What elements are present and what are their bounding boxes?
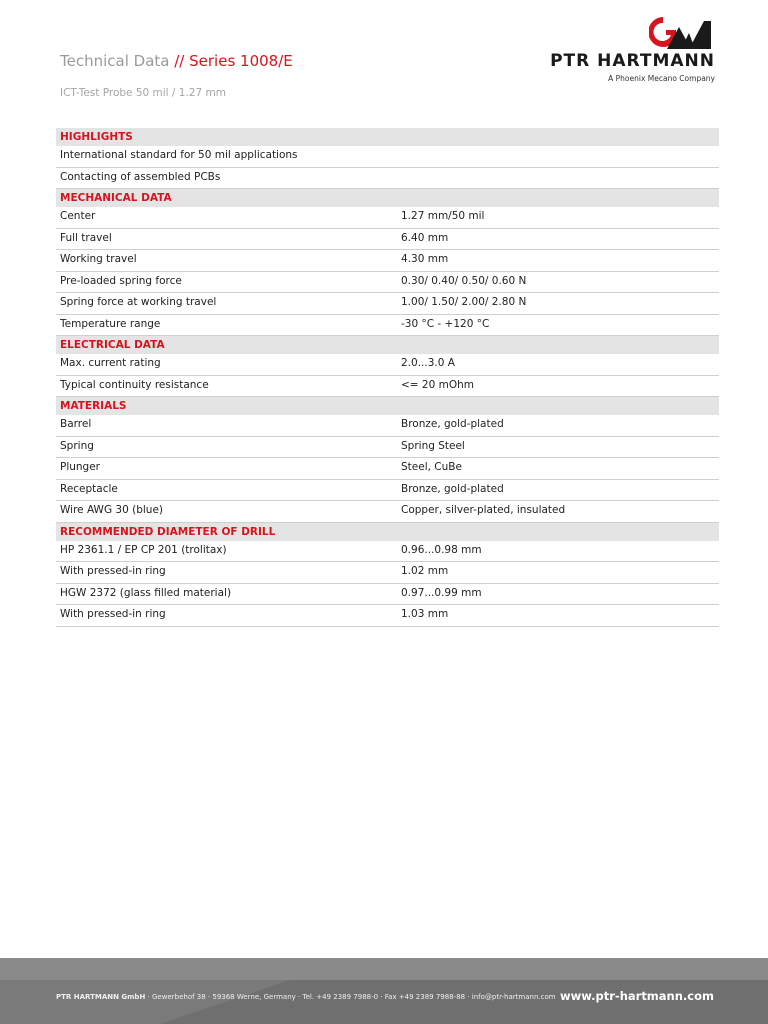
row-label: Receptacle (60, 482, 118, 495)
spec-table (56, 128, 719, 627)
table-row (56, 293, 719, 315)
table-row (56, 250, 719, 272)
row-value: -30 °C - +120 °C (401, 317, 490, 330)
row-label: Contacting of assembled PCBs (60, 170, 221, 183)
row-value: Spring Steel (401, 439, 465, 452)
footer-address-line: · Gewerbehof 38 · 59368 Werne, Germany · Tel. +49 2389 7988-0 · Fax +49 2389 7988-88 · info@ptr-hartmann.com (145, 993, 556, 1001)
footer-company: PTR HARTMANN GmbH (56, 993, 146, 1001)
row-label: Plunger (60, 461, 101, 473)
footer (0, 958, 768, 1024)
row-value: 1.02 mm (401, 565, 449, 577)
table-row (56, 229, 719, 251)
section-header (56, 523, 719, 541)
row-label: International standard for 50 mil applications (60, 149, 298, 161)
section-title: RECOMMENDED DIAMETER OF DRILL (60, 525, 276, 538)
table-row (56, 458, 719, 480)
row-value: 4.30 mm (401, 253, 449, 265)
table-row (56, 480, 719, 502)
logo-mark-icon (649, 17, 715, 49)
company-logo (535, 17, 717, 87)
section-title: MATERIALS (60, 400, 127, 412)
footer-website-link[interactable]: www.ptr-hartmann.com (560, 989, 714, 1003)
row-value: Bronze, gold-plated (401, 418, 504, 430)
table-row (56, 207, 719, 229)
section-header (56, 336, 719, 354)
footer-address (56, 993, 556, 1001)
logo-brand-name: PTR HARTMANN (550, 51, 715, 71)
row-label: Working travel (60, 253, 137, 265)
table-row (56, 584, 719, 606)
row-value: 0.30/ 0.40/ 0.50/ 0.60 N (401, 274, 527, 287)
table-row (56, 501, 719, 523)
row-label: HGW 2372 (glass filled material) (60, 586, 232, 599)
row-value: <= 20 mOhm (401, 378, 475, 391)
section-title: ELECTRICAL DATA (60, 339, 165, 351)
section-header (56, 397, 719, 415)
table-row (56, 562, 719, 584)
row-value: 1.27 mm/50 mil (401, 210, 485, 222)
row-label: Spring force at working travel (60, 296, 217, 308)
row-value: 0.96...0.98 mm (401, 543, 482, 556)
table-row (56, 168, 719, 190)
row-value: 1.00/ 1.50/ 2.00/ 2.80 N (401, 296, 527, 308)
section-title: MECHANICAL DATA (60, 192, 172, 204)
row-label: Max. current rating (60, 357, 161, 369)
row-label: Typical continuity resistance (60, 378, 209, 391)
table-row (56, 146, 719, 168)
table-row (56, 315, 719, 337)
row-label: Full travel (60, 231, 112, 244)
table-row (56, 272, 719, 294)
title-prefix: Technical Data (60, 52, 170, 70)
table-row (56, 415, 719, 437)
row-label: Temperature range (60, 317, 161, 330)
table-row (56, 437, 719, 459)
row-value: 2.0...3.0 A (401, 357, 455, 369)
section-header (56, 189, 719, 207)
row-label: Pre-loaded spring force (60, 274, 182, 287)
page-title (60, 52, 293, 70)
row-label: With pressed-in ring (60, 565, 166, 577)
row-value: 0.97...0.99 mm (401, 586, 482, 599)
title-series: // Series 1008/E (174, 52, 293, 70)
row-label: Center (60, 210, 96, 222)
row-label: Spring (60, 439, 94, 452)
row-value: 1.03 mm (401, 608, 449, 620)
logo-tagline: A Phoenix Mecano Company (608, 74, 715, 83)
table-row (56, 354, 719, 376)
row-value: 6.40 mm (401, 231, 449, 244)
row-value: Bronze, gold-plated (401, 482, 504, 495)
row-label: Barrel (60, 418, 92, 430)
row-label: HP 2361.1 / EP CP 201 (trolitax) (60, 543, 227, 556)
row-value: Copper, silver-plated, insulated (401, 504, 566, 516)
row-label: With pressed-in ring (60, 608, 166, 620)
table-row (56, 541, 719, 563)
table-row (56, 376, 719, 398)
row-label: Wire AWG 30 (blue) (60, 504, 164, 516)
section-header (56, 128, 719, 146)
table-row (56, 605, 719, 627)
page-subtitle: ICT-Test Probe 50 mil / 1.27 mm (60, 87, 226, 99)
section-title: HIGHLIGHTS (60, 131, 133, 143)
row-value: Steel, CuBe (401, 461, 462, 473)
